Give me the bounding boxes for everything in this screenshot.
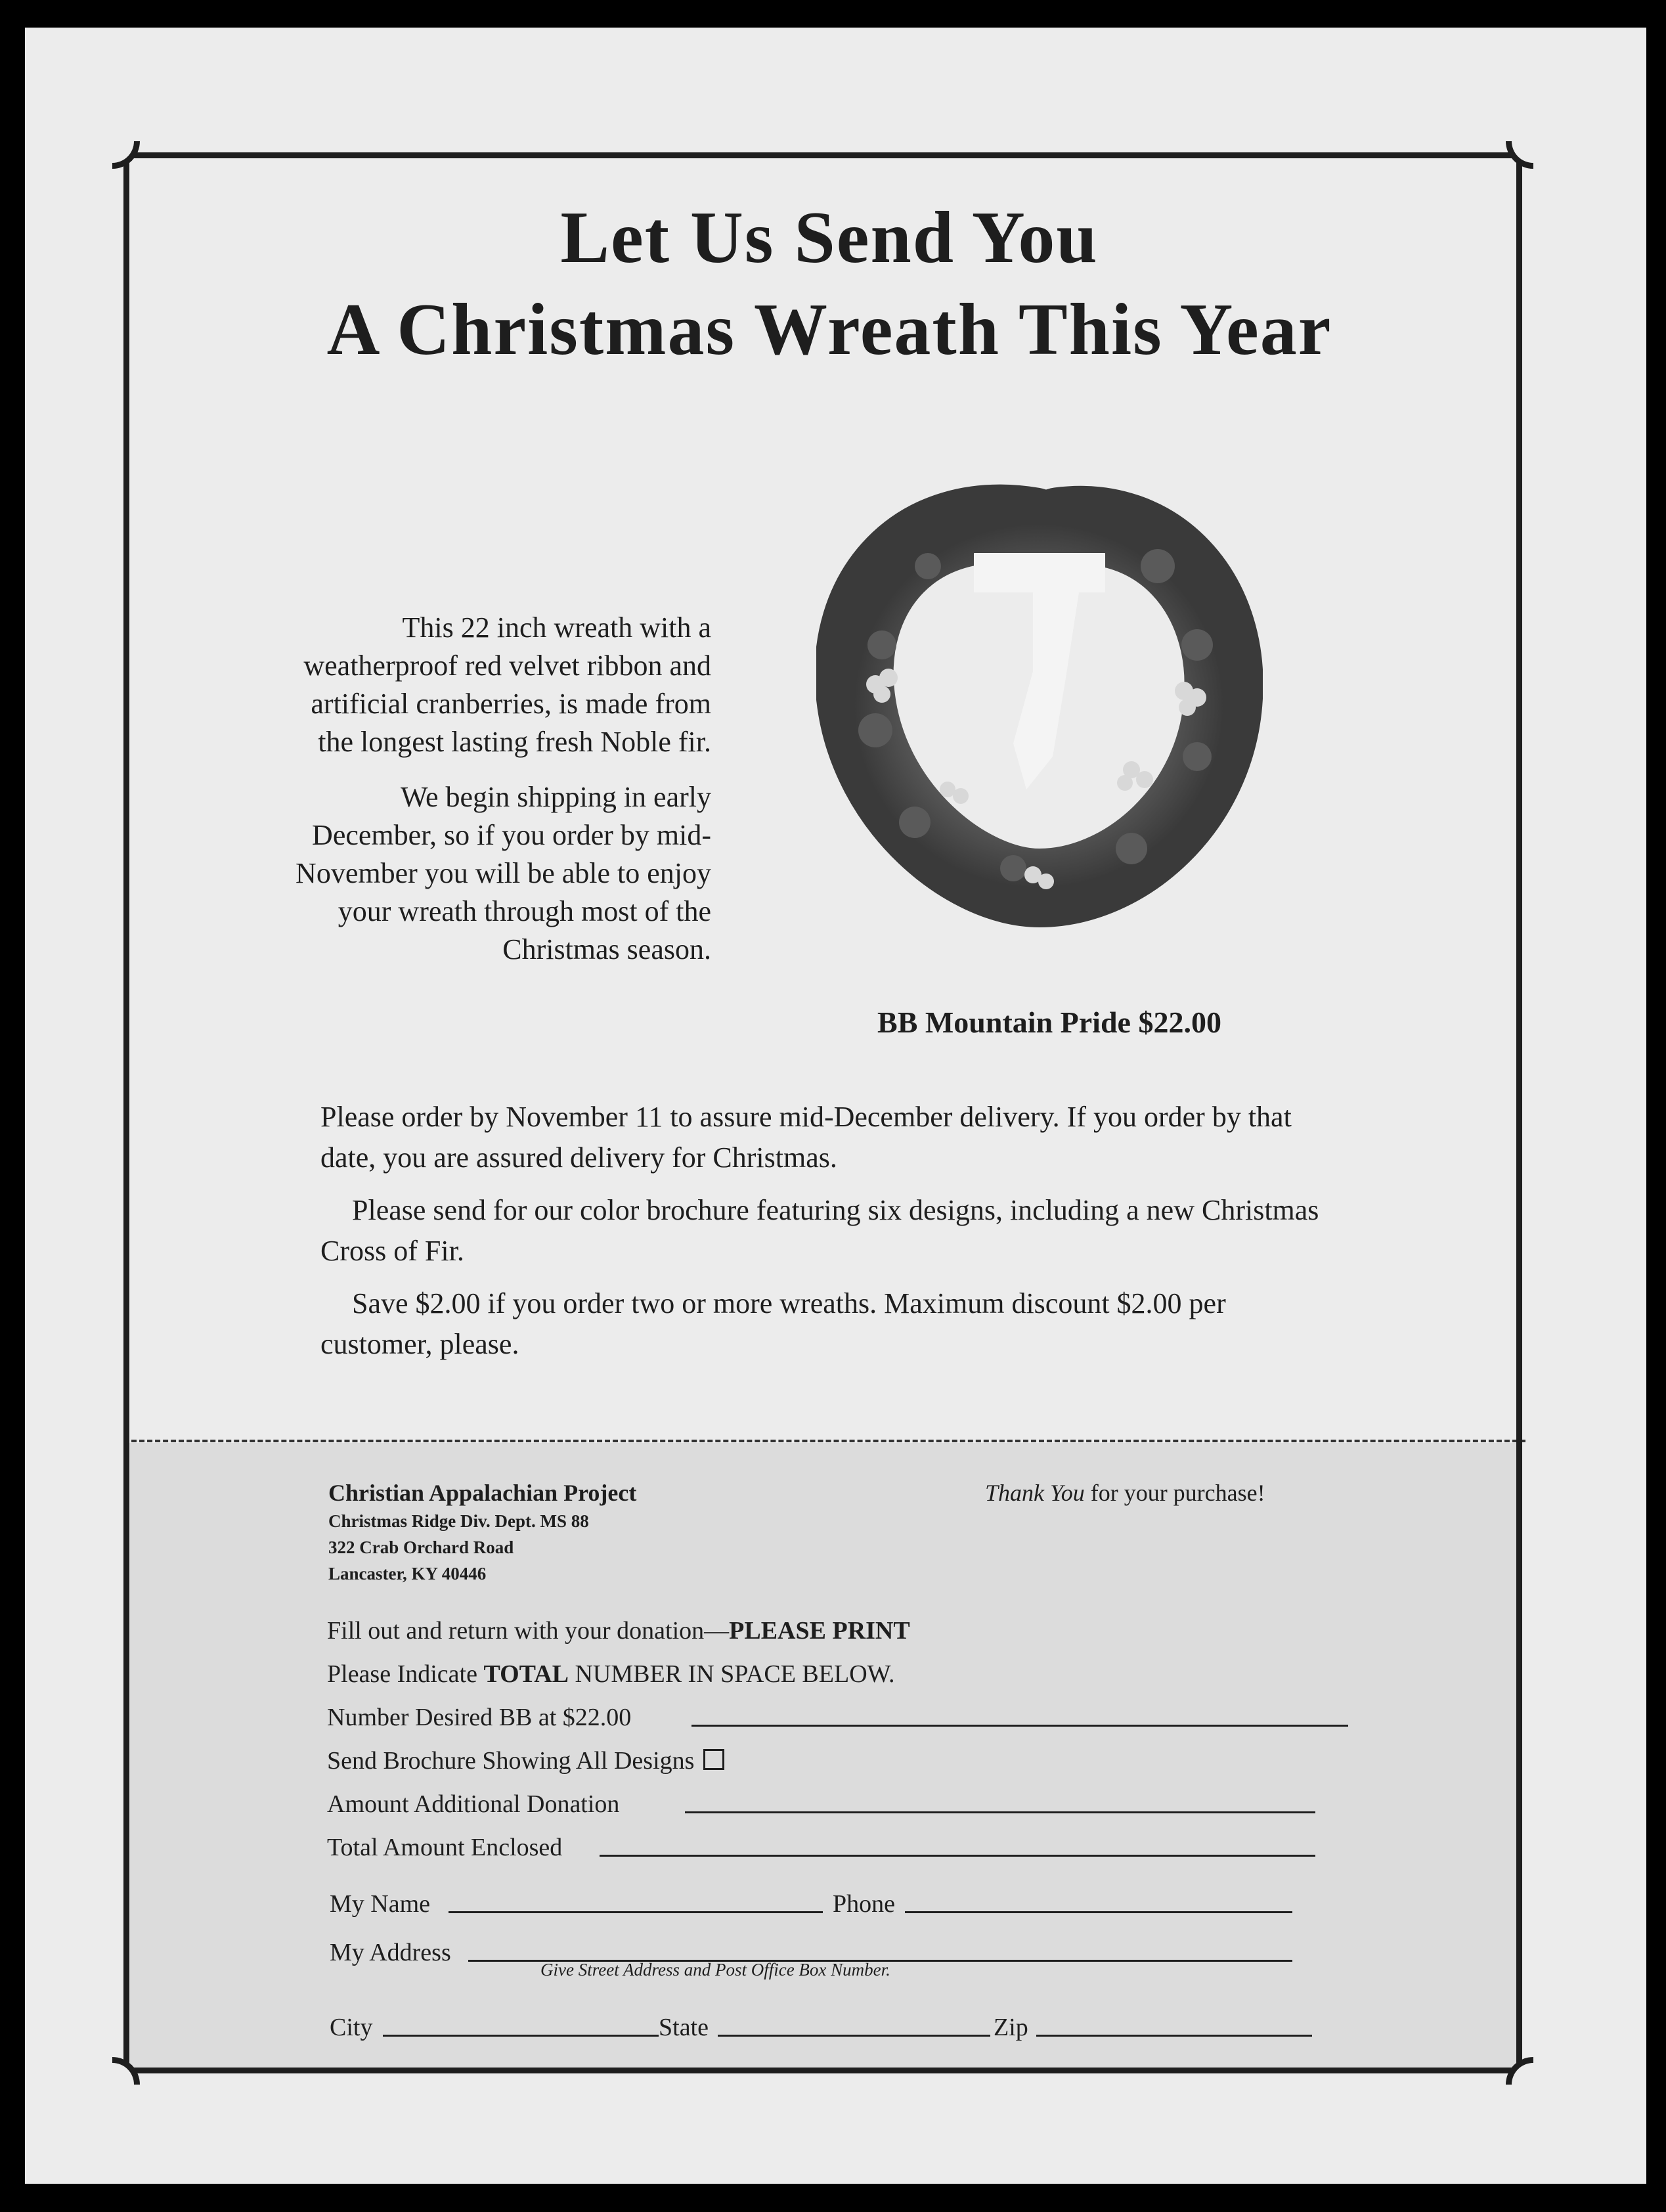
city-label: City [330,2014,373,2041]
intro-paragraph: This 22 inch wreath with a weatherproof red velvet ribbon and artificial cranberries, is made from the longest lasting fresh Noble fir. [303,611,711,758]
body-text [320,1097,1345,1367]
intro-text [274,609,711,986]
city-field[interactable] [383,2035,659,2037]
body-paragraph: Save $2.00 if you order two or more wreaths. Maximum discount $2.00 per customer, please. [320,1287,1226,1360]
state-field[interactable] [718,2035,990,2037]
instruction-line [327,1609,1351,1652]
total-row [327,1826,1351,1869]
donation-label: Amount Additional Donation [327,1790,620,1818]
frame-corner [1506,141,1533,169]
brochure-label: Send Brochure Showing All Designs [327,1747,695,1775]
organization-address [328,1478,636,1587]
thank-you-italic: Thank You [985,1480,1085,1506]
product-caption: BB Mountain Pride $22.00 [877,1006,1221,1039]
state-label: State [659,2014,709,2041]
thank-you-rest: for your purchase! [1084,1480,1265,1506]
total-field[interactable] [600,1855,1315,1857]
org-city: Lancaster, KY 40446 [328,1564,487,1583]
zip-label: Zip [994,2014,1028,2041]
total-label: Total Amount Enclosed [327,1834,563,1861]
org-dept: Christmas Ridge Div. Dept. MS 88 [328,1511,589,1531]
frame-corner [112,2057,140,2085]
instruction-text: Fill out and return with your donation— [327,1617,730,1645]
number-desired-row [327,1696,1351,1739]
name-label: My Name [330,1890,431,1918]
number-desired-label: Number Desired BB at $22.00 [327,1704,632,1731]
headline-line-1: Let Us Send You [560,197,1099,278]
donation-field[interactable] [685,1811,1315,1813]
instruction-text: NUMBER IN SPACE BELOW. [568,1660,895,1688]
zip-field[interactable] [1036,2035,1312,2037]
city-state-zip-row [327,2006,1351,2049]
brochure-checkbox[interactable] [703,1749,724,1770]
thank-you-note [985,1479,1265,1507]
org-street: 322 Crab Orchard Road [328,1537,514,1557]
phone-label: Phone [833,1890,895,1918]
brochure-row [327,1739,1351,1782]
magazine-page [25,28,1646,2184]
intro-paragraph: We begin shipping in early December, so if you order by mid-November you will be able to enjoy your wreath through most of the Christmas season. [296,781,711,965]
body-paragraph: Please order by November 11 to assure mid-December delivery. If you order by that date, you are assured delivery for Christmas. [320,1101,1292,1174]
instruction-emphasis: PLEASE PRINT [729,1617,910,1645]
address-hint: Give Street Address and Post Office Box Number. [540,1960,890,1980]
order-form [327,1609,1351,2049]
name-field[interactable] [449,1911,823,1913]
name-phone-row [327,1882,1351,1926]
instruction-line [327,1652,1351,1696]
body-paragraph: Please send for our color brochure featuring six designs, including a new Christmas Cross of Fir. [320,1194,1319,1267]
address-label: My Address [330,1939,451,1966]
frame-corner [112,141,140,169]
headline-line-2: A Christmas Wreath This Year [326,289,1332,370]
frame-corner [1506,2057,1533,2085]
instruction-emphasis: TOTAL [483,1660,569,1688]
headline [123,192,1535,376]
phone-field[interactable] [905,1911,1292,1913]
instruction-text: Please Indicate [327,1660,484,1688]
org-name: Christian Appalachian Project [328,1480,637,1506]
number-desired-field[interactable] [691,1725,1348,1727]
wreath-photo [816,481,1263,927]
donation-row [327,1782,1351,1826]
